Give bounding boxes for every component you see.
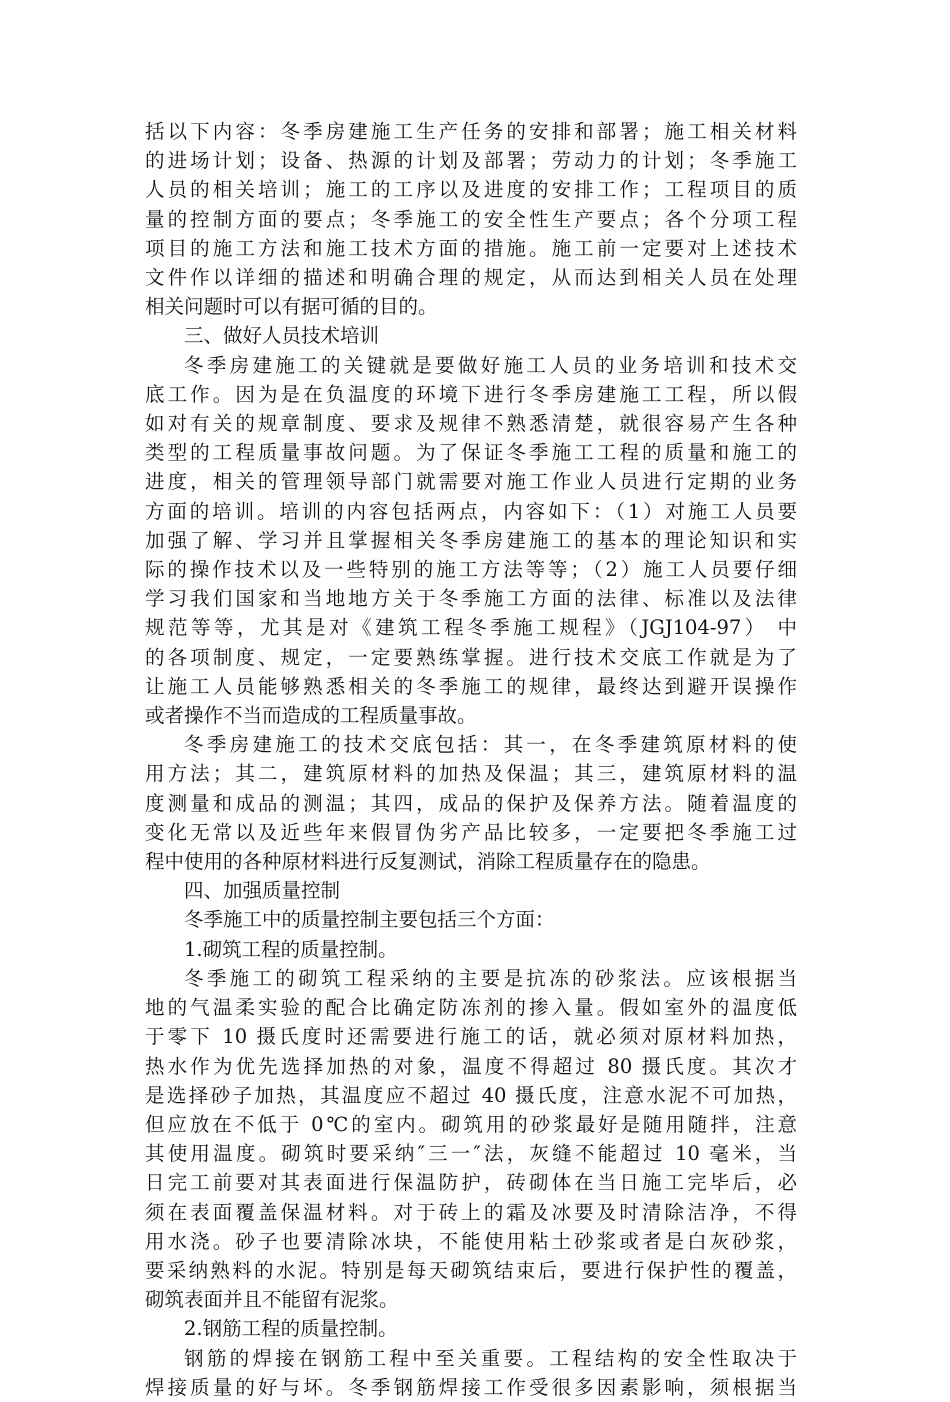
text-line: 冬季房建施工的关键就是要做好施工人员的业务培训和技术交 bbox=[184, 353, 797, 377]
text-line: 学习我们国家和当地地方关于冬季施工方面的法律、标准以及法律 bbox=[145, 587, 797, 611]
paragraph-2 bbox=[145, 351, 797, 731]
paragraph-5 bbox=[145, 964, 797, 1314]
text-line: 方面的培训。培训的内容包括两点，内容如下：（1）对施工人员要 bbox=[145, 499, 797, 523]
text-line: 括以下内容：冬季房建施工生产任务的安排和部署；施工相关材料 bbox=[145, 120, 797, 143]
text-line: 如对有关的规章制度、要求及规律不熟悉清楚，就很容易产生各种 bbox=[145, 412, 797, 436]
subheading-rebar: 2.钢筋工程的质量控制。 bbox=[184, 1317, 398, 1341]
text-line: 砌筑表面并且不能留有泥浆。 bbox=[145, 1288, 399, 1312]
text-line: 际的操作技术以及一些特别的施工方法等等；（2）施工人员要仔细 bbox=[145, 558, 797, 582]
text-line: 或者操作不当而造成的工程质量事故。 bbox=[145, 704, 477, 728]
paragraph-4: 冬季施工中的质量控制主要包括三个方面： bbox=[184, 908, 555, 932]
paragraph-6 bbox=[145, 1344, 797, 1402]
text-line: 用水浇。砂子也要清除冰块，不能使用粘土砂浆或者是白灰砂浆， bbox=[145, 1229, 797, 1253]
section-heading-4: 四、加强质量控制 bbox=[184, 879, 341, 903]
text-line: 热水作为优先选择加热的对象，温度不得超过 80 摄氏度。其次才 bbox=[145, 1054, 797, 1078]
text-line: 程中使用的各种原材料进行反复测试，消除工程质量存在的隐患。 bbox=[145, 850, 711, 874]
text-line: 进度，相关的管理领导部门就需要对施工作业人员进行定期的业务 bbox=[145, 470, 797, 494]
text-line: 的各项制度、规定，一定要熟练掌握。进行技术交底工作就是为了 bbox=[145, 645, 797, 669]
text-line: 是选择砂子加热，其温度应不超过 40 摄氏度，注意水泥不可加热， bbox=[145, 1083, 797, 1107]
text-line: 类型的工程质量事故问题。为了保证冬季施工工程的质量和施工的 bbox=[145, 441, 797, 465]
text-line: 冬季房建施工的技术交底包括：其一，在冬季建筑原材料的使 bbox=[184, 733, 797, 757]
text-line: 人员的相关培训；施工的工序以及进度的安排工作；工程项目的质 bbox=[145, 178, 797, 202]
text-line: 文件作以详细的描述和明确合理的规定，从而达到相关人员在处理 bbox=[145, 266, 797, 290]
document-page bbox=[145, 117, 797, 1402]
text-line: 项目的施工方法和施工技术方面的措施。施工前一定要对上述技术 bbox=[145, 236, 797, 260]
text-line: 的进场计划；设备、热源的计划及部署；劳动力的计划；冬季施工 bbox=[145, 149, 797, 173]
text-line: 地的气温柔实验的配合比确定防冻剂的掺入量。假如室外的温度低 bbox=[145, 996, 797, 1020]
text-line: 量的控制方面的要点；冬季施工的安全性生产要点；各个分项工程 bbox=[145, 207, 797, 231]
text-line: 底工作。因为是在负温度的环境下进行冬季房建施工工程，所以假 bbox=[145, 382, 797, 406]
text-line: 于零下 10 摄氏度时还需要进行施工的话，就必须对原材料加热， bbox=[145, 1025, 797, 1049]
text-line: 须在表面覆盖保温材料。对于砖上的霜及冰要及时清除洁净，不得 bbox=[145, 1200, 797, 1224]
section-heading-3: 三、做好人员技术培训 bbox=[184, 324, 380, 348]
text-line: 加强了解、学习并且掌握相关冬季房建施工的基本的理论知识和实 bbox=[145, 528, 797, 552]
text-line: 焊接质量的好与坏。冬季钢筋焊接工作受很多因素影响，须根据当 bbox=[145, 1375, 797, 1399]
text-line: 日完工前要对其表面进行保温防护，砖砌体在当日施工完毕后，必 bbox=[145, 1171, 797, 1195]
text-line: 钢筋的焊接在钢筋工程中至关重要。工程结构的安全性取决于 bbox=[184, 1346, 797, 1370]
text-line: 变化无常以及近些年来假冒伪劣产品比较多，一定要把冬季施工过 bbox=[145, 820, 797, 844]
text-line: 但应放在不低于 0℃的室内。砌筑用的砂浆最好是随用随拌，注意 bbox=[145, 1112, 797, 1136]
subheading-masonry: 1.砌筑工程的质量控制。 bbox=[184, 937, 398, 961]
text-line: 度测量和成品的测温；其四，成品的保护及保养方法。随着温度的 bbox=[145, 791, 797, 815]
text-line: 让施工人员能够熟悉相关的冬季施工的规律，最终达到避开误操作 bbox=[145, 674, 797, 698]
text-line: 规范等等，尤其是对《建筑工程冬季施工规程》（JGJ104-97） 中 bbox=[145, 616, 797, 640]
text-line: 冬季施工的砌筑工程采纳的主要是抗冻的砂浆法。应该根据当 bbox=[184, 966, 797, 990]
text-line: 相关问题时可以有据可循的目的。 bbox=[145, 295, 438, 319]
paragraph-3 bbox=[145, 730, 797, 876]
text-line: 用方法；其二，建筑原材料的加热及保温；其三，建筑原材料的温 bbox=[145, 762, 797, 786]
paragraph-1 bbox=[145, 117, 797, 321]
text-line: 其使用温度。砌筑时要采纳″三一″法，灰缝不能超过 10 毫米，当 bbox=[145, 1142, 797, 1166]
text-line: 要采纳熟料的水泥。特别是每天砌筑结束后，要进行保护性的覆盖， bbox=[145, 1258, 797, 1282]
